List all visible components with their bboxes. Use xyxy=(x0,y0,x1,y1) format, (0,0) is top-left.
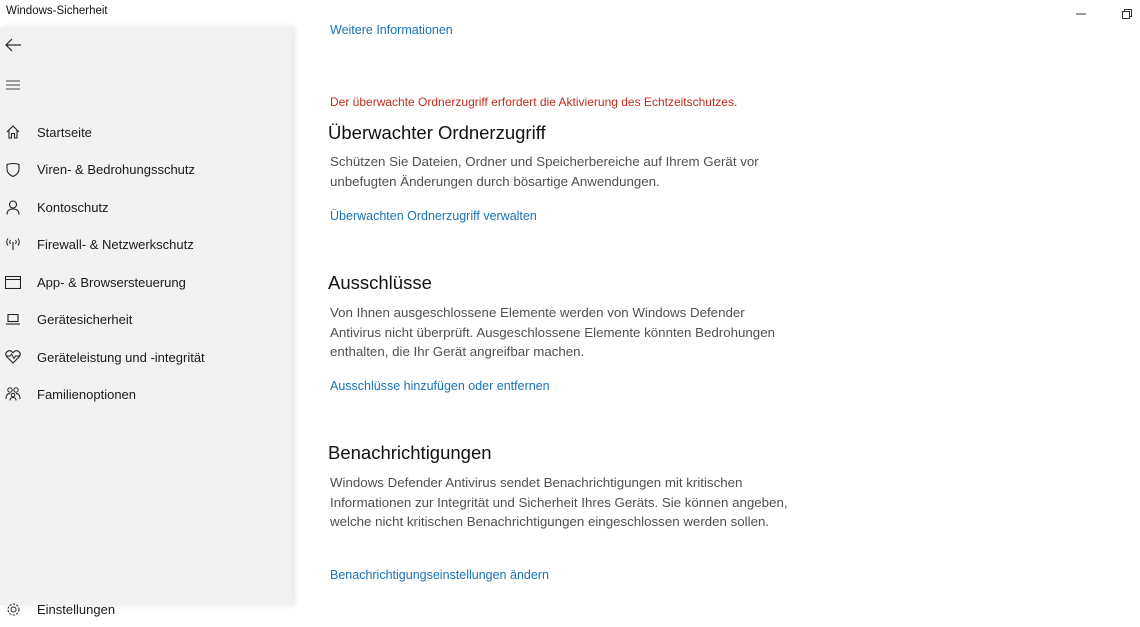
restore-icon xyxy=(1122,9,1132,19)
section-description: Windows Defender Antivirus sendet Benachrichtigungen mit kritischen Informationen zur Integrität und Sicherheit Ihres Geräts. Sie können angeben, welche nicht kritischen Benachrichtigungen eingeschlossen werden sollen. xyxy=(330,475,788,529)
sidebar-item-family-options[interactable] xyxy=(0,376,292,412)
restore-button[interactable] xyxy=(1104,0,1140,27)
browser-window-icon xyxy=(0,276,26,289)
section-title: Ausschlüsse xyxy=(328,272,432,293)
laptop-icon xyxy=(0,314,26,325)
manage-controlled-folder-access-link[interactable]: Überwachten Ordnerzugriff verwalten xyxy=(330,209,537,223)
more-information-link[interactable]: Weitere Informationen xyxy=(330,23,453,37)
section-title: Benachrichtigungen xyxy=(328,442,492,463)
sidebar-item-device-security[interactable] xyxy=(0,301,292,337)
sidebar-item-startseite[interactable] xyxy=(0,114,292,150)
sidebar-item-firewall[interactable] xyxy=(0,226,292,262)
minimize-icon xyxy=(1076,9,1086,19)
sidebar-item-label: Viren- & Bedrohungsschutz xyxy=(37,161,196,177)
sidebar-item-label: Firewall- & Netzwerkschutz xyxy=(37,236,194,252)
sidebar-item-label: App- & Browsersteuerung xyxy=(37,274,186,290)
sidebar-item-label: Kontoschutz xyxy=(37,199,109,215)
gear-icon xyxy=(0,602,26,617)
back-arrow-icon xyxy=(5,38,21,52)
sidebar xyxy=(0,27,292,617)
hamburger-icon xyxy=(6,80,20,90)
app-title: Windows-Sicherheit xyxy=(6,5,108,17)
back-button[interactable] xyxy=(0,27,26,63)
person-icon xyxy=(0,200,26,215)
sidebar-item-app-browser[interactable] xyxy=(0,264,292,300)
sidebar-item-account-protection[interactable] xyxy=(0,189,292,225)
wifi-antenna-icon xyxy=(0,238,26,250)
sidebar-item-label: Geräteleistung und -integrität xyxy=(37,349,205,365)
title-bar xyxy=(0,0,1140,27)
sidebar-item-label: Familienoptionen xyxy=(37,386,137,402)
section-title: Überwachter Ordnerzugriff xyxy=(328,122,546,143)
shield-icon xyxy=(0,162,26,177)
sidebar-item-device-performance[interactable] xyxy=(0,339,292,375)
heart-pulse-icon xyxy=(0,350,26,364)
change-notification-settings-link[interactable]: Benachrichtigungseinstellungen ändern xyxy=(330,568,549,582)
section-description: Von Ihnen ausgeschlossene Elemente werden von Windows Defender Antivirus nicht überprüft. Ausgeschlossene Elemente könnten Bedrohungen enthalten, die Ihr Gerät angreifbar machen. xyxy=(330,305,775,359)
sidebar-item-label: Gerätesicherheit xyxy=(37,311,133,327)
sidebar-item-virus-protection[interactable] xyxy=(0,151,292,187)
add-remove-exclusions-link[interactable]: Ausschlüsse hinzufügen oder entfernen xyxy=(330,379,550,393)
sidebar-item-label: Startseite xyxy=(37,124,92,140)
section-description: Schützen Sie Dateien, Ordner und Speicherbereiche auf Ihrem Gerät vor unbefugten Änderungen durch bösartige Anwendungen. xyxy=(330,154,759,189)
minimize-button[interactable] xyxy=(1058,0,1104,27)
realtime-protection-warning: Der überwachte Ordnerzugriff erfordert die Aktivierung des Echtzeitschutzes. xyxy=(330,95,738,109)
main-content xyxy=(292,23,1140,605)
sidebar-item-label: Einstellungen xyxy=(37,601,116,617)
home-icon xyxy=(0,125,26,139)
sidebar-item-settings[interactable] xyxy=(0,591,292,627)
menu-button[interactable] xyxy=(0,67,26,103)
family-icon xyxy=(0,387,26,401)
